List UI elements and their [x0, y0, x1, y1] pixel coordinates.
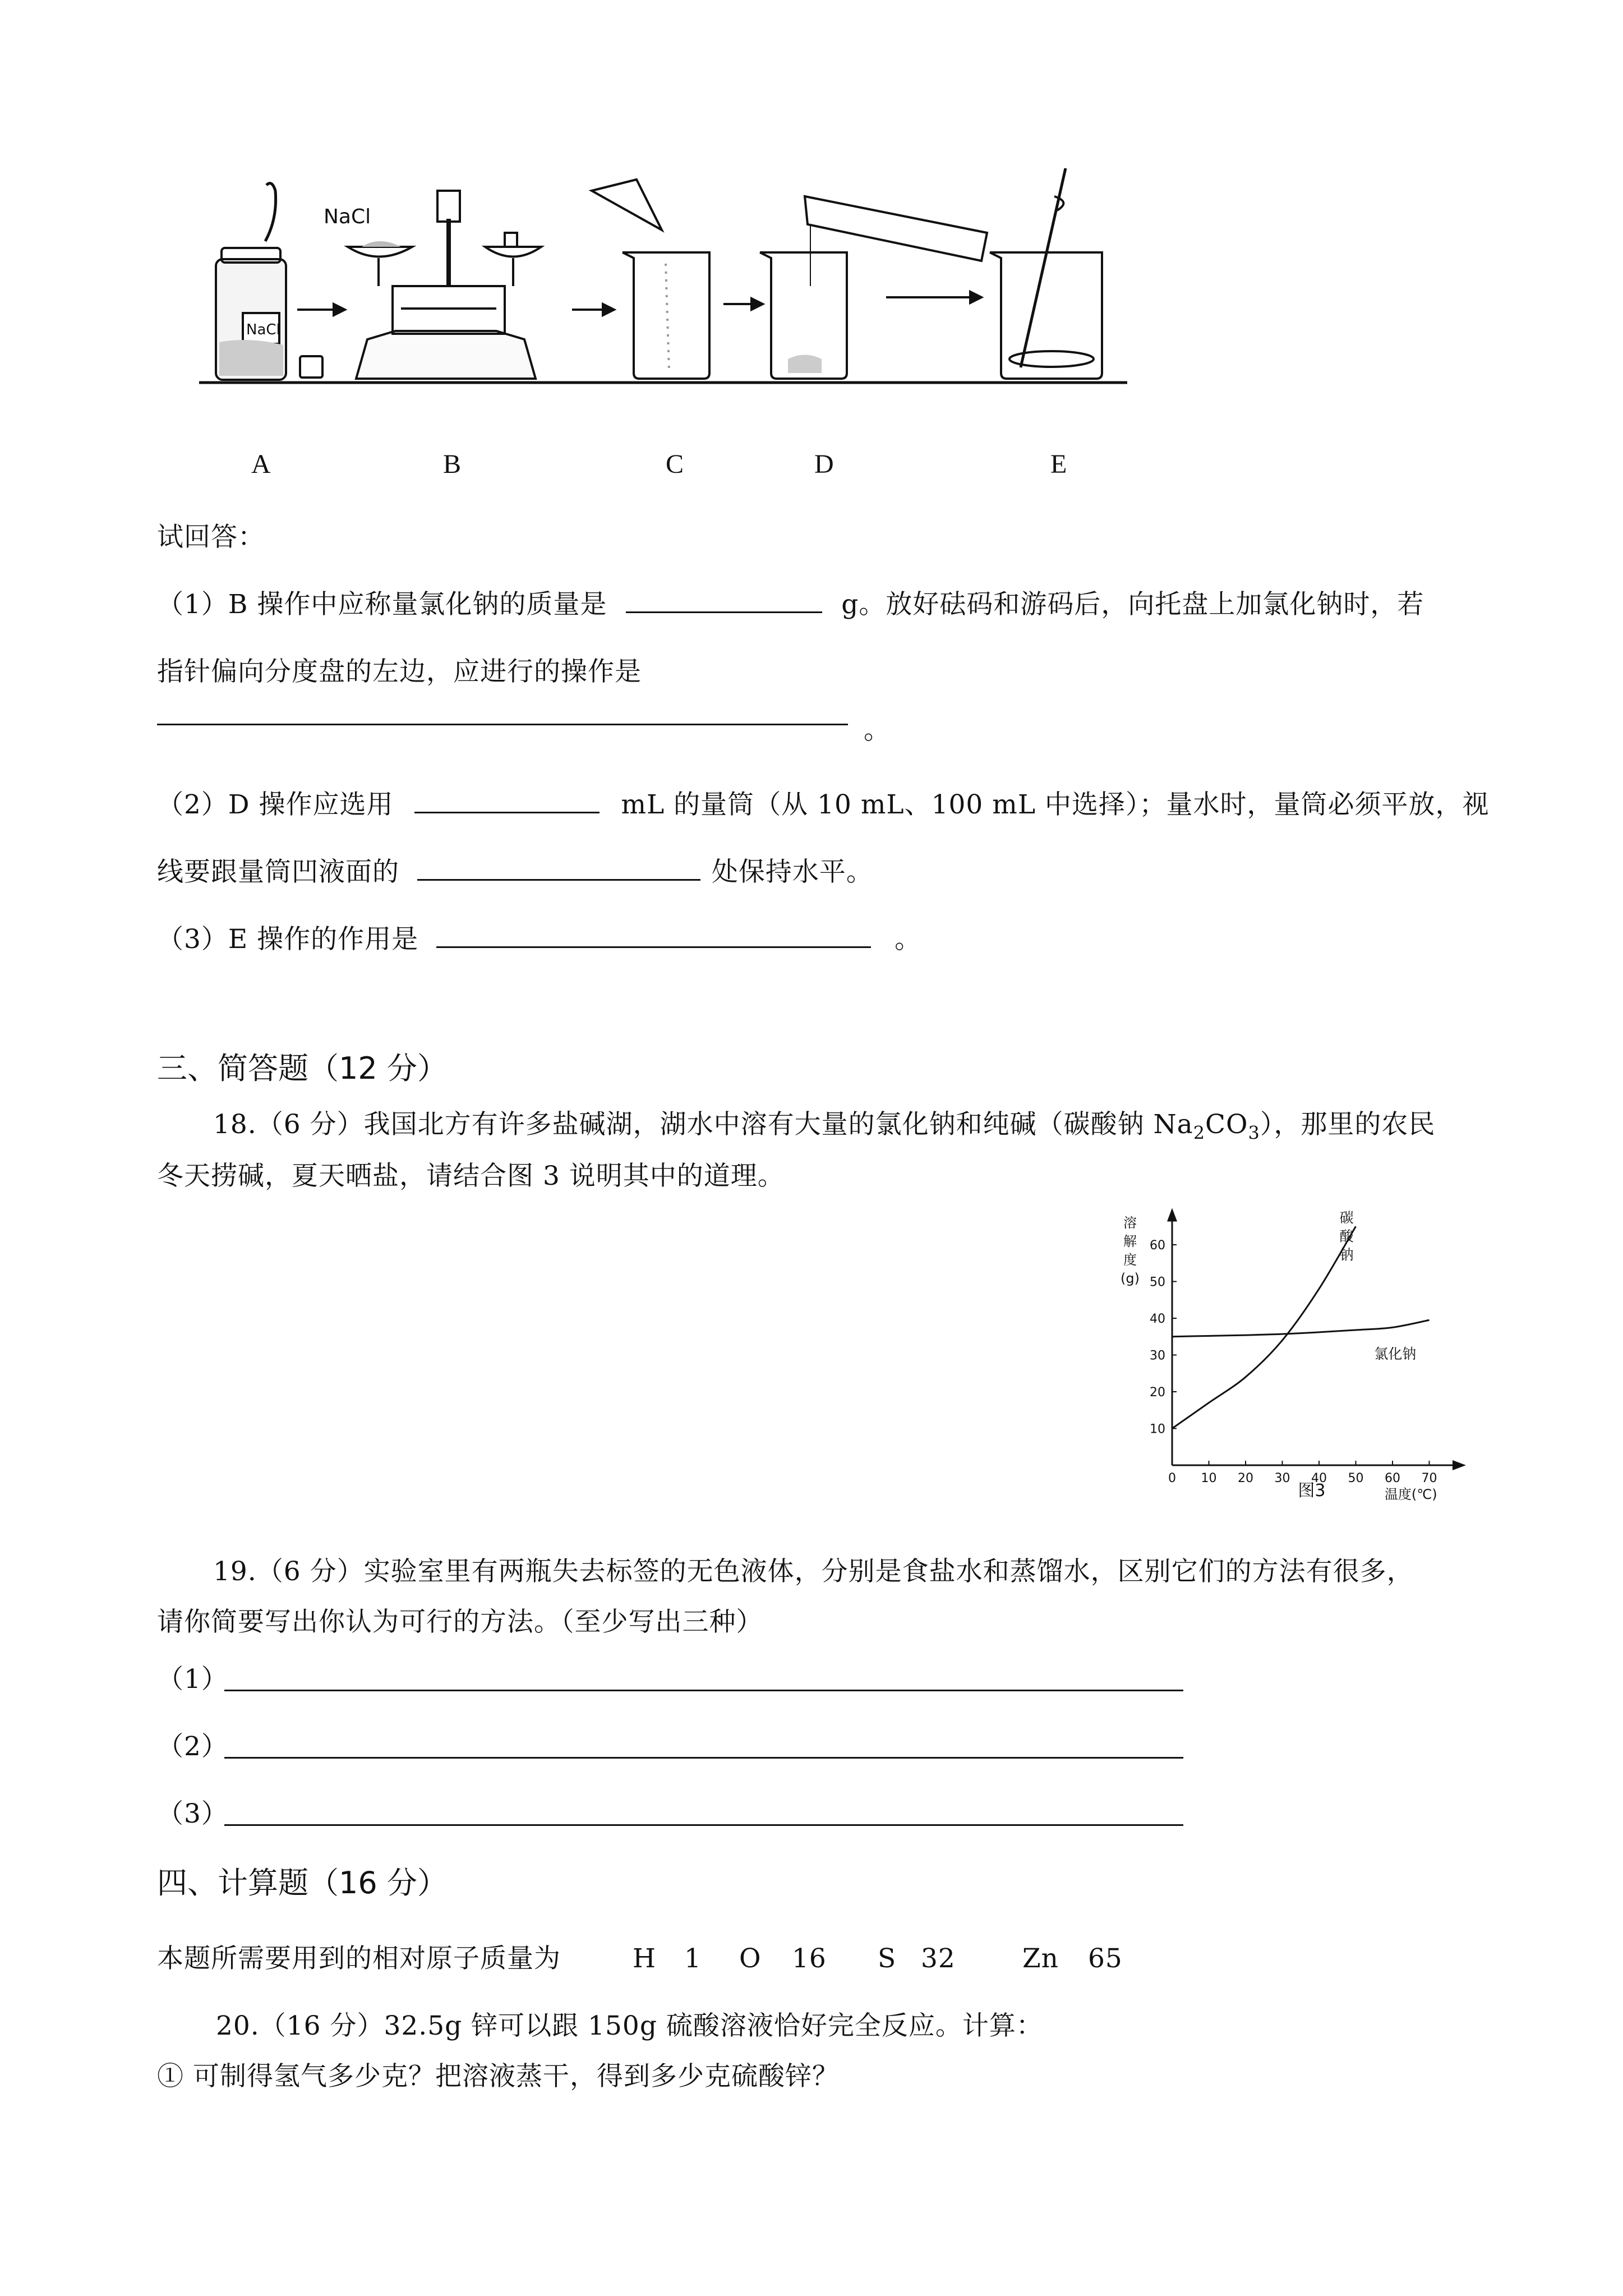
q2-text-d: 处保持水平。: [711, 857, 873, 887]
q2-level-blank[interactable]: [417, 855, 700, 881]
series-line-sodium-chloride: [1172, 1320, 1430, 1336]
x-tick-label: 70: [1421, 1471, 1437, 1485]
atomic-symbol-h: H: [633, 1943, 656, 1974]
question-18-line-2: 冬天捞碱，夏天晒盐，请结合图 3 说明其中的道理。: [157, 1161, 785, 1191]
jar-label: NaCl: [246, 321, 280, 338]
q19-item-3-label: （3）: [157, 1798, 228, 1829]
atomic-mass-o: 16: [792, 1943, 827, 1974]
q2-cylinder-blank[interactable]: [414, 788, 600, 813]
y-tick-label: 60: [1150, 1239, 1165, 1253]
balance-label: NaCl: [324, 205, 371, 228]
q19-answer-2-blank[interactable]: [224, 1757, 1183, 1759]
answer-prompt: 试回答：: [157, 522, 265, 553]
question-19-line-1: 19.（6 分）实验室里有两瓶失去标签的无色液体，分别是食盐水和蒸馏水，区别它们的方法有很多，: [213, 1556, 1414, 1587]
question-18-line-1: [213, 1108, 1435, 1149]
glass-rod-stirring-icon: [990, 168, 1102, 379]
x-axis-arrow: [1453, 1460, 1466, 1470]
q1-period: 。: [864, 715, 891, 746]
q2-text-b: mL 的量筒（从 10 mL、100 mL 中选择）；量水时，量筒必须平放，视: [621, 789, 1490, 820]
x-tick-label: 40: [1311, 1471, 1327, 1485]
experiment-figure: [199, 157, 1152, 404]
atomic-symbol-o: O: [739, 1943, 762, 1974]
question-20-part-1: ① 可制得氢气多少克？把溶液蒸干，得到多少克硫酸锌？: [157, 2061, 839, 2092]
x-axis-label: 温度(℃): [1384, 1487, 1437, 1502]
y-axis-label-char: 溶: [1123, 1215, 1137, 1231]
question-1-line-2: 指针偏向分度盘的左边，应进行的操作是: [157, 656, 642, 687]
q3-period: 。: [895, 924, 922, 955]
q1-text-b: g。放好砝码和游码后，向托盘上加氯化钠时，若: [841, 589, 1424, 620]
figure-label-c: C: [666, 449, 684, 479]
x-tick-label: 60: [1385, 1471, 1400, 1485]
question-20-line: 20.（16 分）32.5g 锌可以跟 150g 硫酸溶液恰好完全反应。计算：: [216, 2010, 1043, 2041]
y-axis-label-char: 解: [1123, 1234, 1137, 1249]
q1-mass-blank[interactable]: [626, 588, 822, 613]
question-2-line-1: [157, 788, 1490, 822]
q19-answer-1-blank[interactable]: [224, 1690, 1183, 1691]
y-axis-label-char: 度: [1123, 1252, 1137, 1268]
figure-label-a: A: [251, 449, 271, 479]
atomic-mass-intro: 本题所需要用到的相对原子质量为: [157, 1943, 561, 1974]
series-line-sodium-carbonate: [1172, 1226, 1356, 1428]
figure-label-e: E: [1050, 449, 1067, 479]
atomic-mass-h: 1: [684, 1943, 702, 1974]
y-tick-label: 40: [1150, 1312, 1165, 1326]
q2-text-c: 线要跟量筒凹液面的: [157, 857, 399, 887]
x-tick-label: 0: [1168, 1471, 1176, 1485]
y-tick-label: 10: [1150, 1422, 1165, 1437]
q2-text-a: （2）D 操作应选用: [157, 789, 394, 820]
series-label-sodium-carbonate-char: 碳: [1339, 1209, 1354, 1226]
section-3-title: 三、简答题（12 分）: [157, 1051, 448, 1086]
y-axis-label-char: (g): [1121, 1271, 1140, 1286]
q18-text-a: 18.（6 分）我国北方有许多盐碱湖，湖水中溶有大量的氯化钠和纯碱（碳酸钠 Na: [213, 1109, 1193, 1140]
figure-label-d: D: [814, 449, 834, 479]
series-label-sodium-carbonate-char: 酸: [1339, 1228, 1354, 1245]
q18-subscript-3: 3: [1248, 1122, 1260, 1144]
chart-title: 图3: [1298, 1481, 1326, 1501]
x-tick-label: 50: [1348, 1471, 1364, 1485]
q18-subscript-2: 2: [1193, 1122, 1206, 1144]
question-3-line: [157, 923, 921, 956]
question-2-line-2: [157, 855, 873, 889]
q1-operation-blank[interactable]: [157, 724, 848, 725]
atomic-mass-s: 32: [921, 1943, 956, 1974]
beaker-icon: [592, 180, 709, 379]
atomic-symbol-zn: Zn: [1022, 1943, 1059, 1974]
x-tick-label: 20: [1238, 1471, 1253, 1485]
y-tick-label: 30: [1150, 1349, 1165, 1363]
reagent-jar-icon: [216, 183, 286, 380]
question-1-line-1: [157, 588, 1424, 622]
q3-text-a: （3）E 操作的作用是: [157, 924, 419, 955]
question-19-line-2: 请你简要写出你认为可行的方法。（至少写出三种）: [157, 1607, 763, 1637]
q19-item-2-label: （2）: [157, 1731, 228, 1762]
q3-function-blank[interactable]: [436, 923, 871, 948]
y-tick-label: 50: [1150, 1275, 1165, 1290]
q19-item-1-label: （1）: [157, 1664, 228, 1695]
figure-label-b: B: [443, 449, 462, 479]
x-tick-label: 10: [1201, 1471, 1217, 1485]
series-label-sodium-chloride: 氯化钠: [1374, 1346, 1417, 1363]
q1-text-a: （1）B 操作中应称量氯化钠的质量是: [157, 589, 607, 620]
balance-icon: [348, 191, 541, 379]
section-4-title: 四、计算题（16 分）: [157, 1865, 448, 1901]
solubility-chart: [1113, 1200, 1495, 1526]
y-tick-label: 20: [1150, 1386, 1165, 1400]
series-label-sodium-carbonate-char: 钠: [1339, 1246, 1354, 1263]
atomic-mass-zn: 65: [1088, 1943, 1123, 1974]
q19-answer-3-blank[interactable]: [224, 1824, 1183, 1826]
q18-text-co: CO: [1205, 1109, 1248, 1140]
q18-text-c: ），那里的农民: [1260, 1109, 1436, 1140]
x-tick-label: 30: [1274, 1471, 1290, 1485]
y-axis-arrow: [1167, 1208, 1177, 1222]
atomic-symbol-s: S: [878, 1943, 897, 1974]
graduated-cylinder-icon: [760, 196, 987, 379]
